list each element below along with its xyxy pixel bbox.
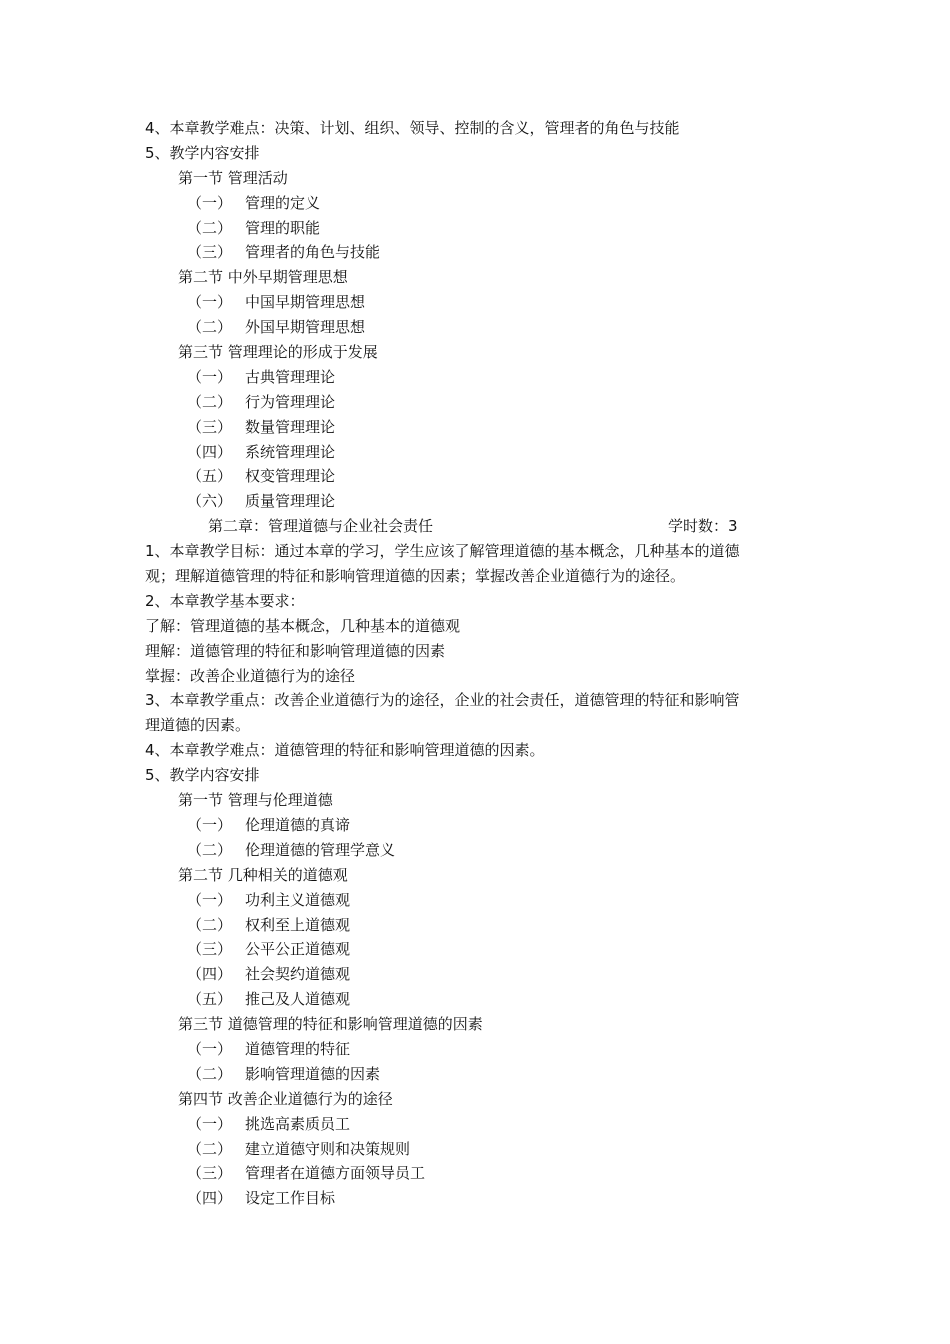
list-item [145,1062,825,1087]
item-number: （二） [187,218,233,237]
item-text: 建立道德守则和决策规则 [245,1139,411,1158]
section-title: 第一节 管理与伦理道德 [178,791,333,810]
item-text: 古典管理理论 [245,367,336,386]
key-point-line: 理道德的因素。 [145,716,251,735]
item-text: 影响管理道德的因素 [245,1064,381,1083]
section-title: 第四节 改善企业道德行为的途径 [178,1089,393,1108]
item-text: 伦理道德的管理学意义 [245,840,396,859]
section-title: 第三节 道德管理的特征和影响管理道德的因素 [178,1015,483,1034]
section-title: 第一节 管理活动 [178,168,288,187]
item-number: （二） [187,915,233,934]
arrangement-heading: 5、教学内容安排 [145,143,260,162]
document-page [145,116,825,1211]
item-number: （一） [187,890,233,909]
item-number: （三） [187,1164,233,1183]
item-text: 管理者的角色与技能 [245,243,381,262]
key-point-line: 3、本章教学重点：改善企业道德行为的途径，企业的社会责任，道德管理的特征和影响管 [145,691,740,710]
list-item [145,1112,825,1137]
item-text: 行为管理理论 [245,392,336,411]
list-item [145,464,825,489]
difficulty-line: 4、本章教学难点：道德管理的特征和影响管理道德的因素。 [145,741,545,760]
item-number: （四） [187,442,233,461]
list-item [145,937,825,962]
list-item [145,489,825,514]
list-item [145,1037,825,1062]
list-item [145,1186,825,1211]
list-item [145,440,825,465]
arrangement-heading: 5、教学内容安排 [145,766,260,785]
requirement-heading: 2、本章教学基本要求： [145,591,305,610]
item-text: 中国早期管理思想 [245,293,366,312]
item-number: （二） [187,392,233,411]
item-number: （四） [187,965,233,984]
item-number: （一） [187,815,233,834]
item-text: 数量管理理论 [245,417,336,436]
section-title: 第二节 中外早期管理思想 [178,268,348,287]
understand-line: 理解：道德管理的特征和影响管理道德的因素 [145,641,446,660]
section-title: 第三节 管理理论的形成于发展 [178,343,378,362]
list-item [145,290,825,315]
list-item [145,191,825,216]
item-number: （一） [187,293,233,312]
chapter-heading [145,514,825,539]
item-text: 社会契约道德观 [245,965,351,984]
item-text: 外国早期管理思想 [245,318,366,337]
list-item [145,1137,825,1162]
item-number: （五） [187,990,233,1009]
list-item [145,365,825,390]
item-number: （二） [187,840,233,859]
know-line: 了解：管理道德的基本概念，几种基本的道德观 [145,616,461,635]
item-number: （三） [187,940,233,959]
item-number: （六） [187,492,233,511]
item-text: 挑选高素质员工 [245,1114,351,1133]
list-item [145,216,825,241]
list-item [145,838,825,863]
item-text: 道德管理的特征 [245,1039,351,1058]
item-text: 设定工作目标 [245,1189,336,1208]
list-item [145,813,825,838]
item-text: 管理的定义 [245,193,321,212]
list-item [145,415,825,440]
item-number: （一） [187,367,233,386]
list-item [145,888,825,913]
goal-line: 观；理解道德管理的特征和影响管理道德的因素；掌握改善企业道德行为的途径。 [145,567,686,586]
chapter-hours: 学时数：3 [668,517,738,536]
list-item [145,987,825,1012]
list-item [145,315,825,340]
item-text: 权利至上道德观 [245,915,351,934]
item-text: 功利主义道德观 [245,890,351,909]
item-number: （二） [187,318,233,337]
list-item [145,1161,825,1186]
item-text: 管理的职能 [245,218,321,237]
item-text: 公平公正道德观 [245,940,351,959]
item-text: 权变管理理论 [245,467,336,486]
item-number: （三） [187,417,233,436]
item-number: （五） [187,467,233,486]
item-number: （二） [187,1139,233,1158]
item-text: 系统管理理论 [245,442,336,461]
item-number: （二） [187,1064,233,1083]
list-item [145,913,825,938]
item-text: 质量管理理论 [245,492,336,511]
item-text: 推己及人道德观 [245,990,351,1009]
goal-line: 1、本章教学目标：通过本章的学习，学生应该了解管理道德的基本概念，几种基本的道德 [145,542,740,561]
list-item [145,962,825,987]
list-item [145,240,825,265]
item-number: （三） [187,243,233,262]
item-text: 伦理道德的真谛 [245,815,351,834]
item-text: 管理者在道德方面领导员工 [245,1164,426,1183]
master-line: 掌握：改善企业道德行为的途径 [145,666,356,685]
difficulty-line: 4、本章教学难点：决策、计划、组织、领导、控制的含义，管理者的角色与技能 [145,119,680,137]
item-number: （一） [187,1114,233,1133]
chapter-title: 第二章：管理道德与企业社会责任 [208,517,434,536]
item-number: （四） [187,1189,233,1208]
item-number: （一） [187,1039,233,1058]
section-title: 第二节 几种相关的道德观 [178,865,348,884]
item-number: （一） [187,193,233,212]
list-item [145,390,825,415]
